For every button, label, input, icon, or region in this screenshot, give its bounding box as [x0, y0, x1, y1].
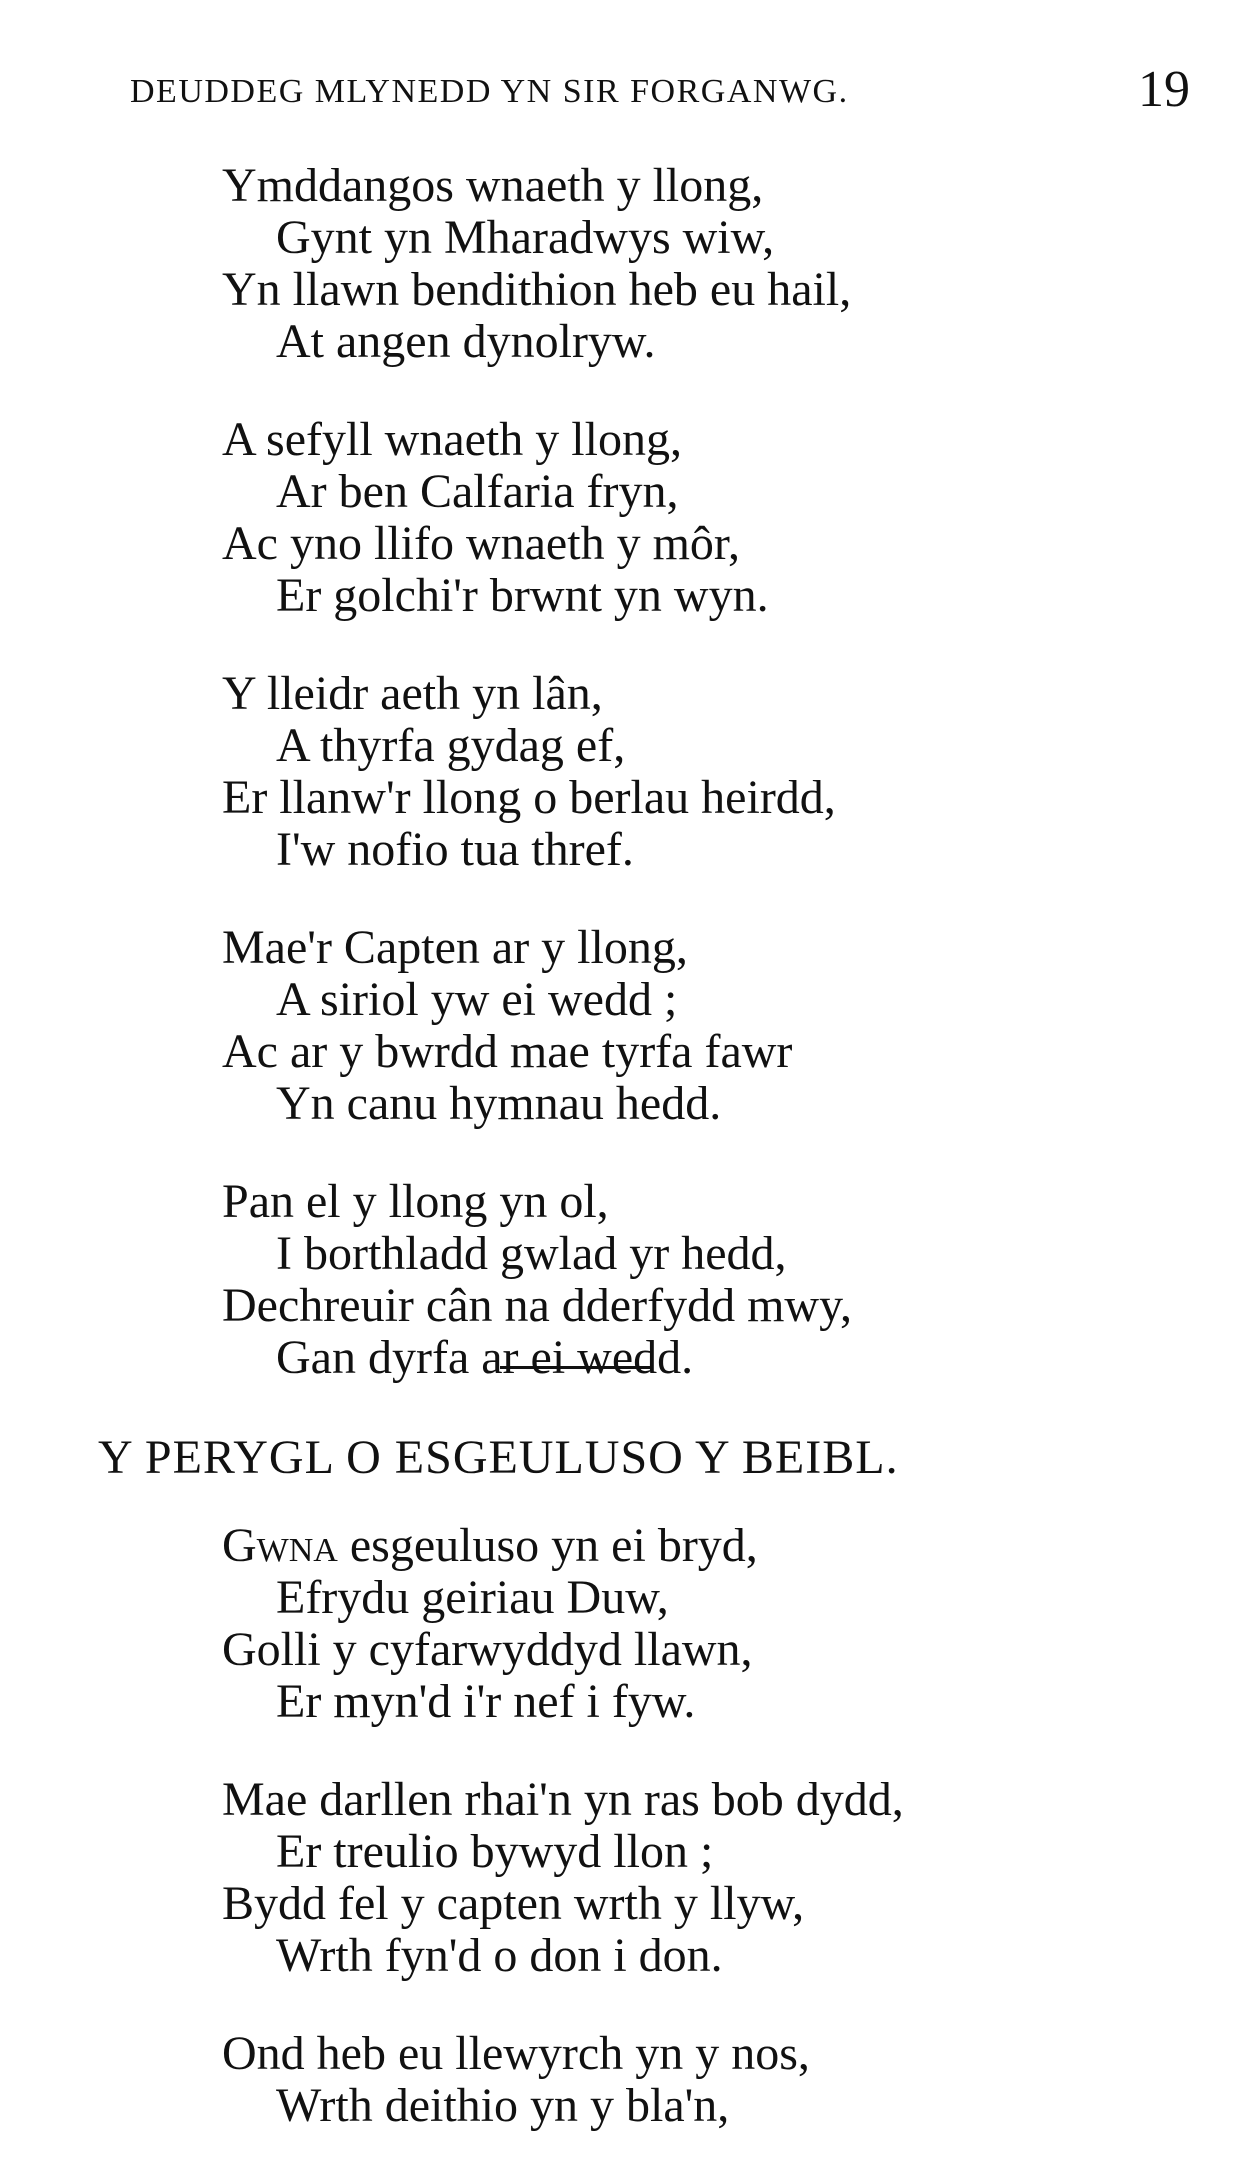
verse-line: Ond heb eu llewyrch yn y nos, — [222, 2027, 810, 2080]
stanza — [222, 1176, 1122, 1384]
verse-line: Bydd fel y capten wrth y llyw, — [222, 1877, 805, 1930]
stanza — [222, 1520, 1122, 1728]
verse-line: Ac ar y bwrdd mae tyrfa fawr — [222, 1025, 793, 1078]
verse-line: Er treulio bywyd llon ; — [276, 1825, 714, 1878]
verse-line: Yn llawn bendithion heb eu hail, — [222, 263, 852, 316]
verse-line: Ac yno llifo wnaeth y môr, — [222, 517, 740, 570]
verse-line: Gynt yn Mharadwys wiw, — [276, 211, 775, 264]
page-number: 19 — [1138, 61, 1190, 118]
verse-line: A siriol yw ei wedd ; — [276, 973, 678, 1026]
stanza — [222, 1774, 1122, 1982]
verse-line: A sefyll wnaeth y llong, — [222, 413, 682, 466]
stanza — [222, 414, 1122, 622]
verse-line: A thyrfa gydag ef, — [276, 719, 626, 772]
section-divider — [500, 1366, 650, 1369]
verse-line: Ar ben Calfaria fryn, — [276, 465, 679, 518]
verse-line: Wrth fyn'd o don i don. — [276, 1929, 723, 1982]
poem-bible — [222, 1520, 1122, 2178]
stanza — [222, 668, 1122, 876]
verse-line: Efrydu geiriau Duw, — [276, 1571, 669, 1624]
section-title: Y PERYGL O ESGEULUSO Y BEIBL. — [98, 1431, 899, 1484]
running-title: DEUDDEG MLYNEDD YN SIR FORGANWG. — [130, 73, 849, 110]
running-head — [130, 62, 1190, 122]
verse-line: Er llanw'r llong o berlau heirdd, — [222, 771, 836, 824]
verse-line: Pan el y llong yn ol, — [222, 1175, 609, 1228]
verse-line: At angen dynolryw. — [276, 315, 656, 368]
stanza — [222, 2028, 1122, 2132]
verse-line: Er golchi'r brwnt yn wyn. — [276, 569, 769, 622]
verse-line: Wrth deithio yn y bla'n, — [276, 2079, 730, 2132]
first-word: Gwna — [222, 1519, 338, 1572]
verse-line: Ymddangos wnaeth y llong, — [222, 159, 764, 212]
poem-ship — [222, 160, 1122, 1430]
verse-line: Dechreuir cân na dderfydd mwy, — [222, 1279, 852, 1332]
verse-line: Mae'r Capten ar y llong, — [222, 921, 688, 974]
verse-line: Yn canu hymnau hedd. — [276, 1077, 722, 1130]
stanza — [222, 160, 1122, 368]
verse-line: Golli y cyfarwyddyd llawn, — [222, 1623, 753, 1676]
verse-line: I borthladd gwlad yr hedd, — [276, 1227, 787, 1280]
verse-line — [222, 1520, 1122, 1572]
verse-line: Gan dyrfa ar ei wedd. — [276, 1331, 694, 1384]
verse-line: Mae darllen rhai'n yn ras bob dydd, — [222, 1773, 904, 1826]
verse-line: I'w nofio tua thref. — [276, 823, 634, 876]
first-line-rest: esgeuluso yn ei bryd, — [337, 1519, 758, 1572]
stanza — [222, 922, 1122, 1130]
verse-line: Er myn'd i'r nef i fyw. — [276, 1675, 696, 1728]
verse-line: Y lleidr aeth yn lân, — [222, 667, 603, 720]
